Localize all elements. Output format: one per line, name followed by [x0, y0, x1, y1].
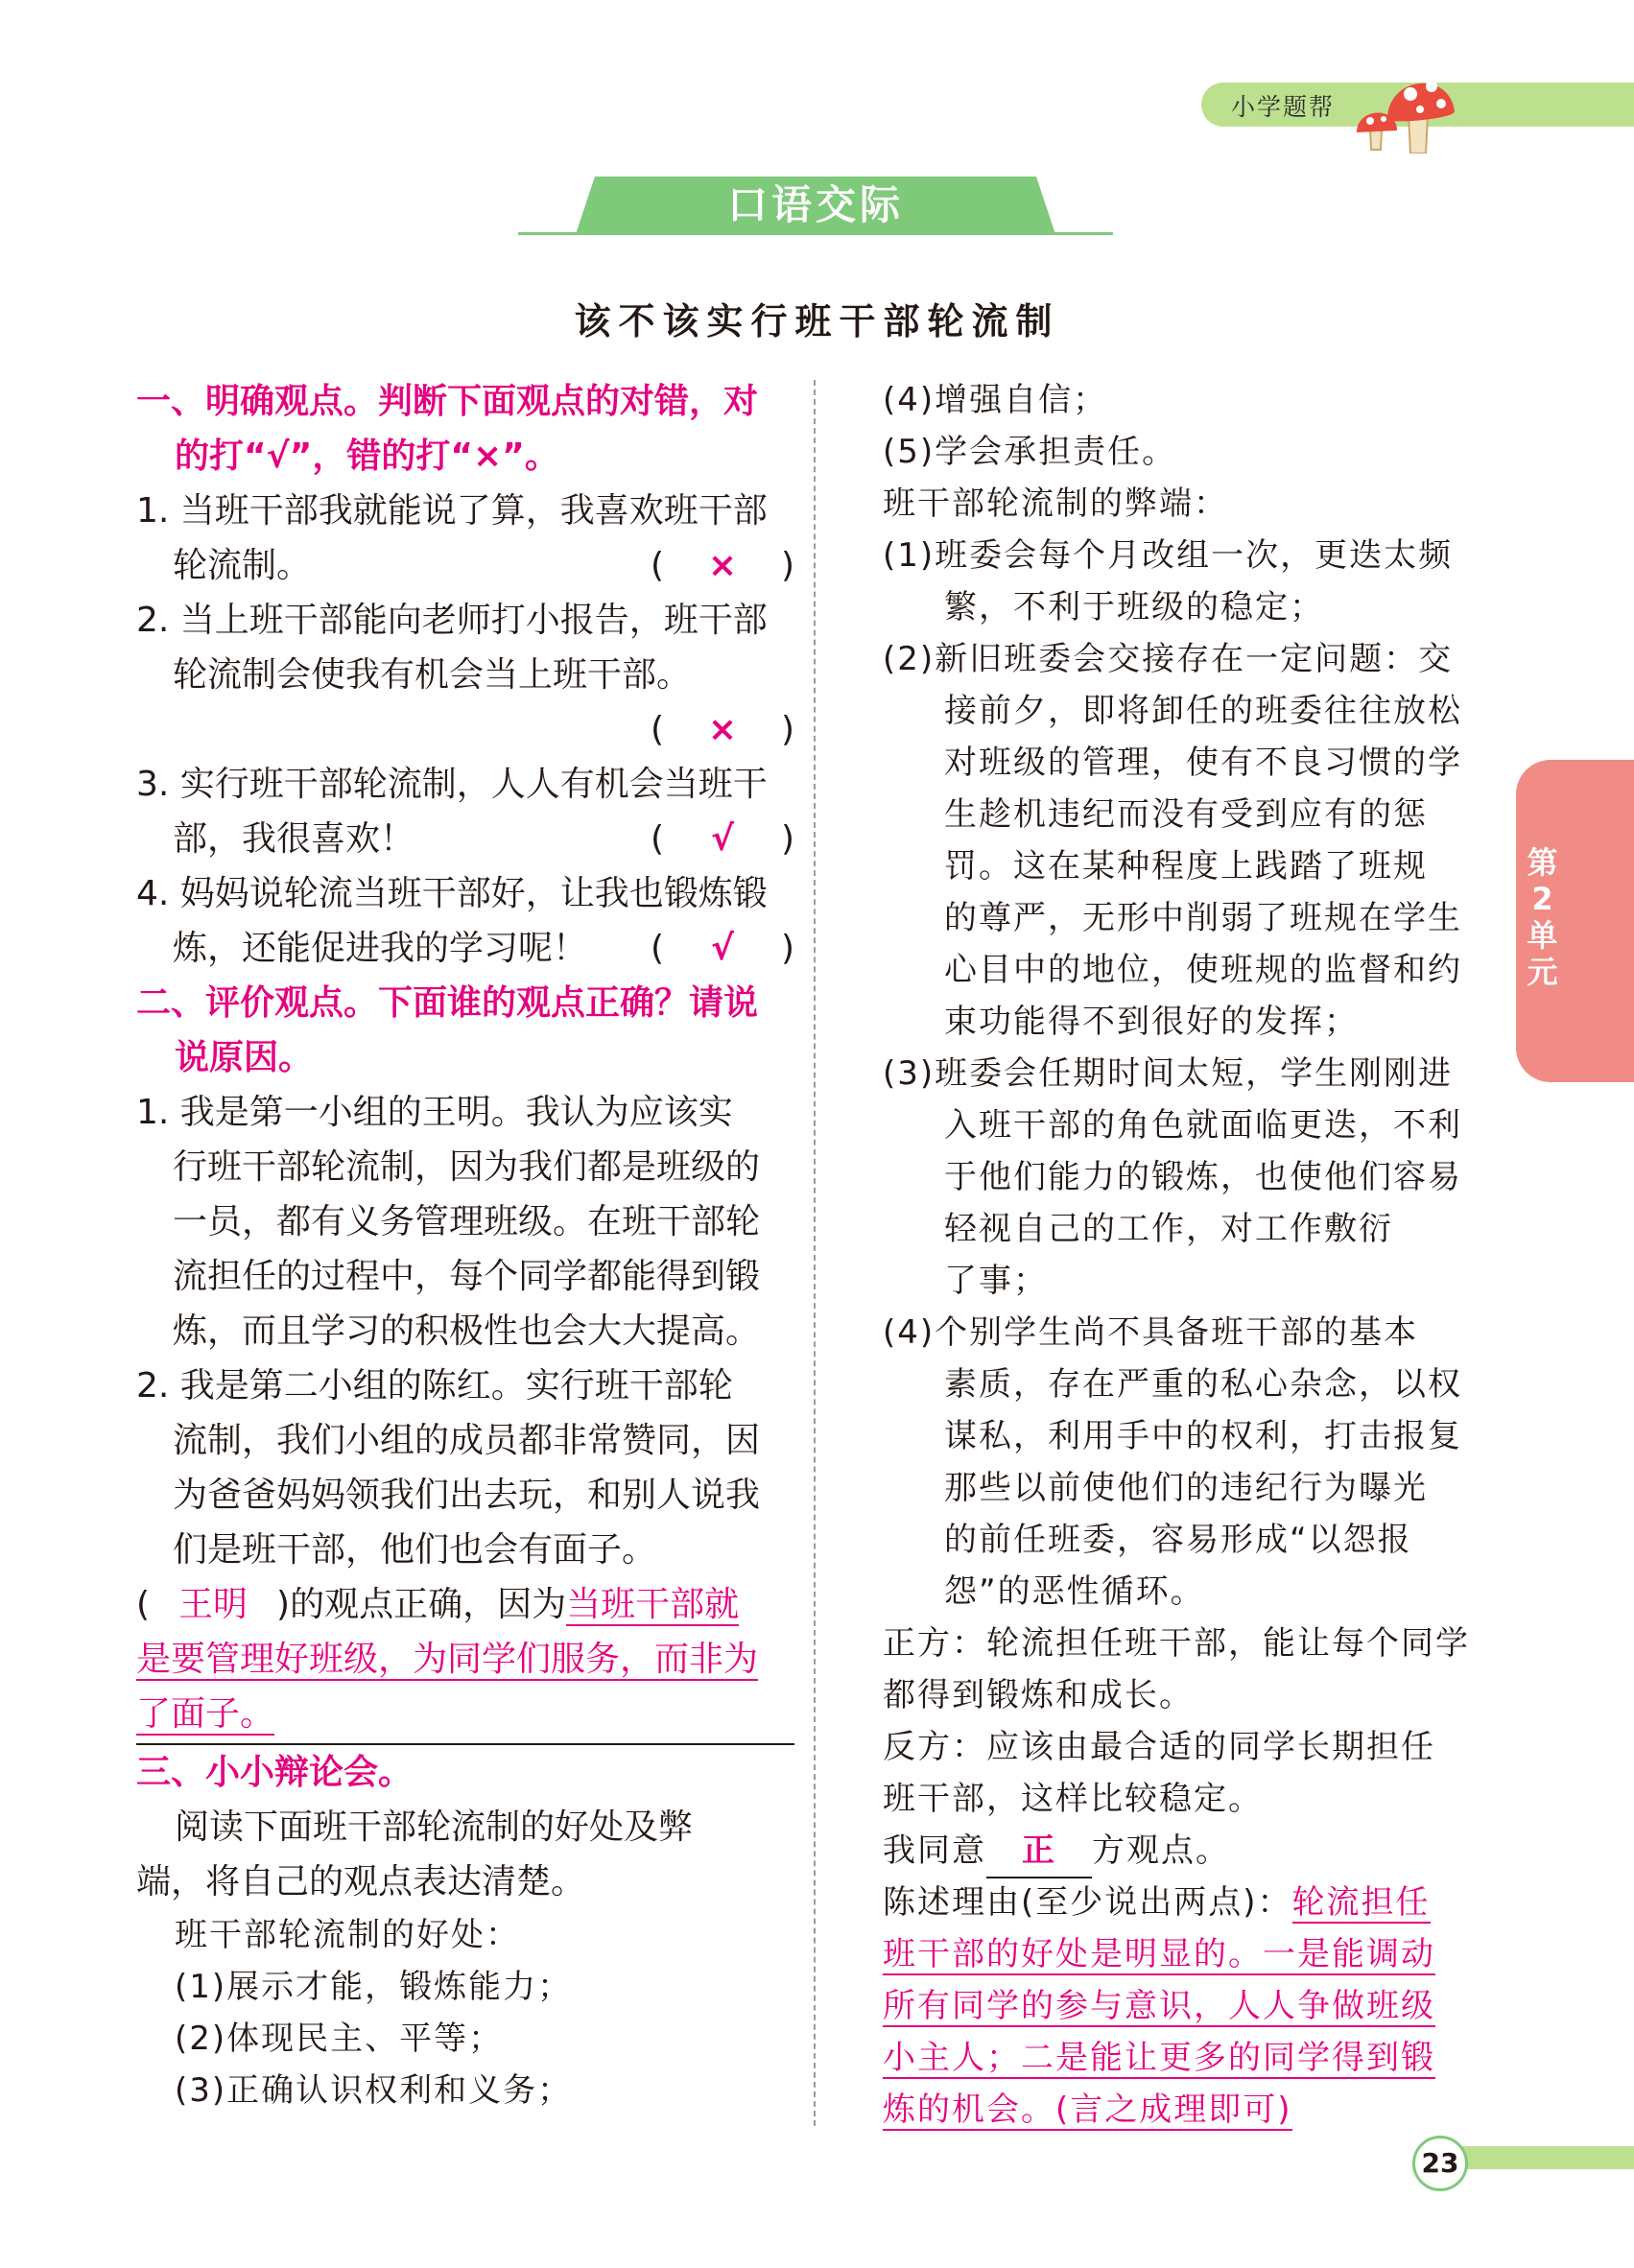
cons-item: 对班级的管理，使有不良习惯的学: [944, 744, 1462, 782]
cons-title: 班干部轮流制的弊端：: [883, 484, 1228, 523]
mushroom-icon: [1353, 58, 1468, 154]
cons-item: (4)个别学生尚不具备班干部的基本: [883, 1313, 1419, 1352]
q3-line2: 部，我很喜欢！ ( √ ): [136, 812, 794, 866]
cons-item: (2)新旧班委会交接存在一定问题：交: [883, 640, 1454, 678]
q3-line1: 3. 实行班干部轮流制，人人有机会当班干: [136, 765, 768, 804]
answer-reason: 是要管理好班级，为同学们服务，而非为: [136, 1640, 759, 1679]
answer-reason: 了面子。: [136, 1694, 275, 1734]
section-header: 口语交际: [726, 181, 904, 228]
cons-item: 接前夕，即将卸任的班委往往放松: [944, 692, 1462, 730]
cons-item: 那些以前使他们的违纪行为曝光: [944, 1469, 1428, 1507]
unit-label: 第 2 单 元: [1527, 844, 1558, 990]
cons-item: (1)班委会每个月改组一次，更迭太频: [883, 536, 1454, 575]
pros-item: (5)学会承担责任。: [883, 433, 1177, 471]
p2-line: 流制，我们小组的成员都非常赞同，因: [173, 1421, 761, 1460]
part2-heading: 二、评价观点。下面谁的观点正确？请说: [136, 983, 759, 1023]
reason-line: [883, 2084, 1497, 2136]
cross-mark: ×: [707, 710, 738, 749]
cons-item: 入班干部的角色就面临更迭，不利: [944, 1106, 1462, 1145]
check-mark: √: [710, 819, 734, 859]
agree-answer: 正: [986, 1825, 1092, 1878]
reason-answer: 小主人；二是能让更多的同学得到锻: [883, 2039, 1435, 2077]
cons-item: 于他们能力的锻炼，也使他们容易: [944, 1158, 1462, 1196]
cons-item: 了事；: [944, 1262, 1048, 1300]
part2-answer-line: [136, 1687, 794, 1741]
footer-bar: [1449, 2146, 1634, 2169]
cross-mark: ×: [707, 546, 738, 585]
reason-answer: 所有同学的参与意识，人人争做班级: [883, 1987, 1435, 2025]
reason-line: [883, 1980, 1497, 2032]
cons-item: 束功能得不到很好的发挥；: [944, 1003, 1359, 1041]
q2-line2: 轮流制会使我有机会当上班干部。: [173, 655, 692, 695]
part2-heading-cont: 说原因。: [175, 1038, 314, 1077]
pros-item: (1)展示才能，锻炼能力；: [175, 1968, 573, 2006]
answer-reason: 当班干部就: [566, 1585, 740, 1624]
part1-heading: 一、明确观点。判断下面观点的对错，对: [136, 382, 759, 421]
cons-item: 的尊严，无形中削弱了班规在学生: [944, 899, 1462, 937]
cons-item: 生趁机违纪而没有受到应有的惩: [944, 795, 1428, 834]
part3-intro: 阅读下面班干部轮流制的好处及弊: [175, 1807, 694, 1847]
cons-item: 怨”的恶性循环。: [944, 1572, 1205, 1611]
p2-line: 为爸爸妈妈领我们出去玩，和别人说我: [173, 1476, 761, 1515]
pros-item: (4)增强自信；: [883, 381, 1108, 419]
q1-answer: ( × ): [651, 538, 794, 593]
p1-line: 炼，而且学习的积极性也会大大提高。: [173, 1311, 761, 1351]
cons-item: (3)班委会任期时间太短，学生刚刚进: [883, 1054, 1454, 1093]
pros-item: (3)正确认识权利和义务；: [175, 2071, 573, 2110]
p1-line: 一员，都有义务管理班级。在班干部轮: [173, 1202, 761, 1241]
q4-line2: 炼，还能促进我的学习呢！ ( √ ): [136, 921, 794, 976]
q3-answer: ( √ ): [651, 812, 794, 866]
cons-item: 繁，不利于班级的稳定；: [944, 588, 1324, 626]
con-side: 班干部，这样比较稳定。: [883, 1780, 1263, 1818]
part2-answer-line: [136, 1632, 794, 1687]
reason-line: [883, 1877, 1497, 1928]
pros-item: (2)体现民主、平等；: [175, 2020, 504, 2058]
agree-line: 我同意 正 方观点。: [883, 1825, 1497, 1877]
pros-title: 班干部轮流制的好处：: [175, 1916, 520, 1954]
right-column: [883, 374, 1497, 2136]
q4-answer: ( √ ): [651, 921, 794, 976]
cons-item: 心目中的地位，使班规的监督和约: [944, 951, 1462, 989]
reason-label: 陈述理由(至少说出两点)：: [883, 1883, 1292, 1922]
p2-line: 们是班干部，他们也会有面子。: [173, 1530, 657, 1570]
reason-line: [883, 1928, 1497, 1980]
reason-answer: 轮流担任: [1291, 1883, 1431, 1922]
page-title: 该不该实行班干部轮流制: [574, 299, 1060, 343]
part3-intro: 端，将自己的观点表达清楚。: [136, 1862, 586, 1902]
check-mark: √: [710, 929, 734, 968]
p2-line: 2. 我是第二小组的陈红。实行班干部轮: [136, 1366, 733, 1406]
part1-heading-cont: 的打“√”，错的打“×”。: [175, 437, 559, 476]
brand-label: 小学题帮: [1231, 93, 1336, 121]
p1-line: 流担任的过程中，每个同学都能得到锻: [173, 1257, 761, 1296]
left-column: [136, 374, 794, 2116]
reason-answer: 炼的机会。(言之成理即可): [883, 2091, 1292, 2129]
reason-answer: 班干部的好处是明显的。一是能调动: [883, 1935, 1435, 1973]
cons-item: 谋私，利用手中的权利，打击报复: [944, 1417, 1462, 1455]
part3-heading: 三、小小辩论会。: [136, 1753, 414, 1792]
p1-line: 行班干部轮流制，因为我们都是班级的: [173, 1147, 761, 1187]
p1-line: 1. 我是第一小组的王明。我认为应该实: [136, 1093, 733, 1132]
answer-name: 王明: [178, 1585, 249, 1624]
page-number: 23: [1412, 2136, 1468, 2191]
part2-answer-line: ( 王明 )的观点正确，因为当班干部就: [136, 1577, 794, 1632]
q4-line1: 4. 妈妈说轮流当班干部好，让我也锻炼锻: [136, 874, 768, 913]
cons-item: 罚。这在某种程度上践踏了班规: [944, 847, 1428, 886]
cons-item: 素质，存在严重的私心杂念，以权: [944, 1365, 1462, 1404]
q2-line1: 2. 当上班干部能向老师打小报告，班干部: [136, 601, 768, 640]
q2-answer-line: [136, 702, 794, 757]
reason-line: [883, 2032, 1497, 2084]
con-side: 反方：应该由最合适的同学长期担任: [883, 1728, 1435, 1766]
cons-item: 轻视自己的工作，对工作敷衍: [944, 1210, 1393, 1248]
cons-item: 的前任班委，容易形成“以怨报: [944, 1521, 1412, 1559]
column-divider: [814, 380, 816, 2126]
q1-line1: 1. 当班干部我就能说了算，我喜欢班干部: [136, 491, 768, 531]
q1-line2: 轮流制。 ( × ): [136, 538, 794, 593]
pro-side: 正方：轮流担任班干部，能让每个同学: [883, 1624, 1470, 1663]
pro-side: 都得到锻炼和成长。: [883, 1676, 1194, 1714]
q2-answer: ( × ): [651, 702, 794, 757]
